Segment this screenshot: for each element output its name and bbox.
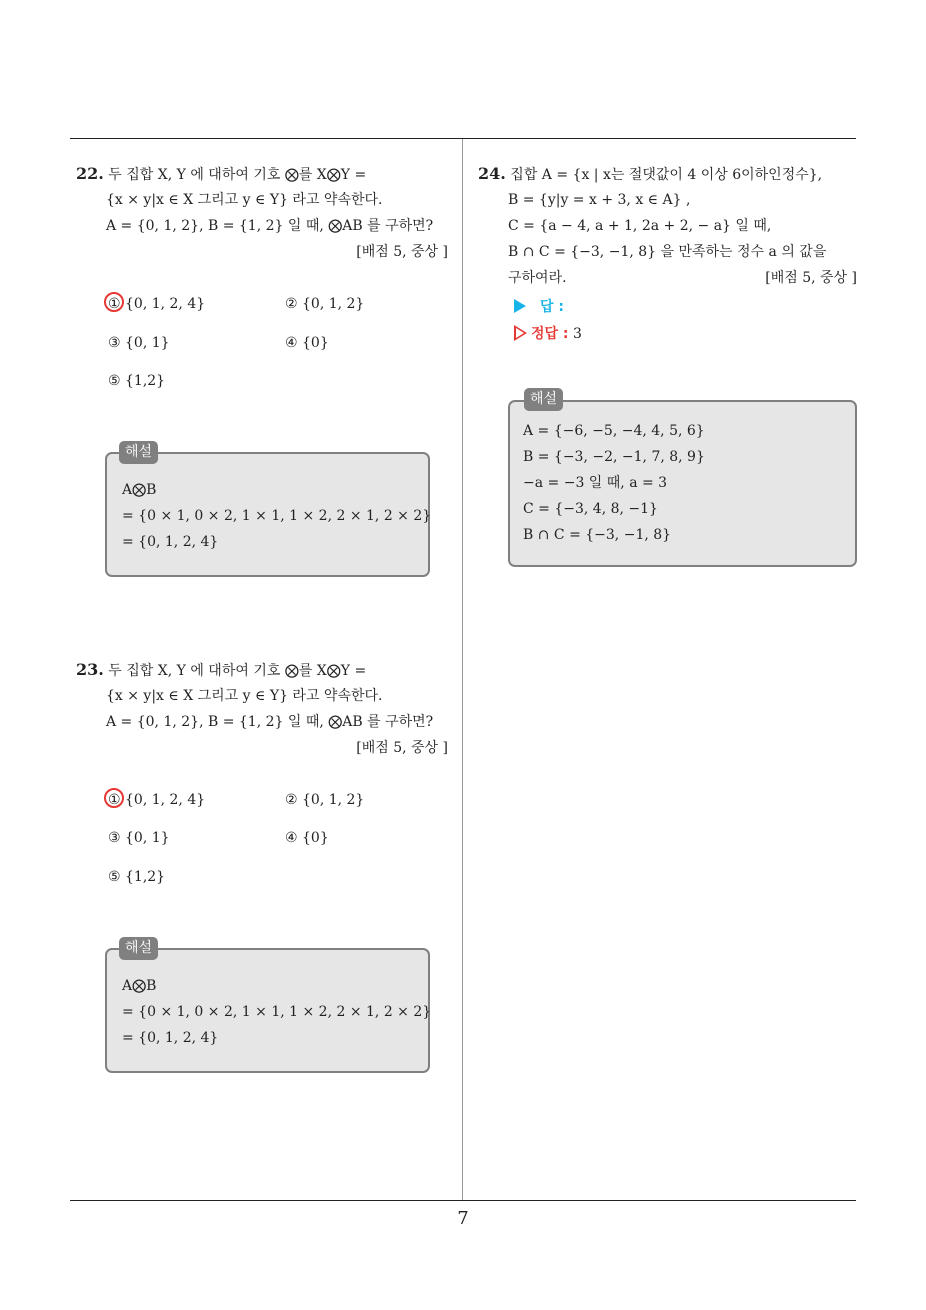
choice-3[interactable]: ③ {0, 1}	[108, 830, 170, 846]
problem-text-line: 두 집합 X, Y 에 대하여 기호 ⨂를 X⨂Y =	[108, 663, 367, 679]
solution-line: A⨂B	[122, 482, 157, 498]
problem-text-line: {x × y|x ∈ X 그리고 y ∈ Y} 라고 약속한다.	[106, 192, 383, 208]
choice-3[interactable]: ③ {0, 1}	[108, 335, 170, 351]
solution-line: = {0 × 1, 0 × 2, 1 × 1, 1 × 2, 2 × 1, 2 × 2}	[122, 508, 432, 524]
solution-line: −a = −3 일 때, a = 3	[523, 475, 668, 491]
solution-line: B = {−3, −2, −1, 7, 8, 9}	[523, 449, 705, 465]
problem-text-line: A = {0, 1, 2}, B = {1, 2} 일 때, ⨂AB 를 구하면?	[106, 218, 434, 234]
choice-5[interactable]: ⑤ {1,2}	[108, 869, 166, 885]
solution-box	[508, 400, 857, 567]
problem-text-line: 집합 A = {x | x는 절댓값이 4 이상 6이하인정수},	[510, 167, 823, 183]
score-label: [배점 5, 중상 ]	[356, 244, 448, 260]
solution-tag: 해설	[119, 441, 158, 464]
problem-text-line: C = {a − 4, a + 1, 2a + 2, − a} 일 때,	[508, 218, 772, 234]
choice-4[interactable]: ④ {0}	[285, 335, 329, 351]
solution-box	[105, 948, 430, 1073]
answer-row	[514, 297, 564, 317]
solution-line: = {0, 1, 2, 4}	[122, 534, 219, 550]
problem-number: 23.	[76, 660, 104, 679]
correct-answer-label: 정답 :	[531, 326, 569, 342]
score-label: [배점 5, 중상 ]	[356, 740, 448, 756]
choice-1[interactable]: ① {0, 1, 2, 4}	[108, 792, 206, 808]
correct-answer-value: 3	[572, 326, 582, 342]
problem-text-line: {x × y|x ∈ X 그리고 y ∈ Y} 라고 약속한다.	[106, 688, 383, 704]
answer-label: 답 :	[540, 299, 564, 315]
problem-text-line: A = {0, 1, 2}, B = {1, 2} 일 때, ⨂AB 를 구하면?	[106, 714, 434, 730]
outline-arrow-icon	[514, 325, 527, 341]
problem-text-line: B = {y|y = x + 3, x ∈ A} ,	[508, 192, 691, 208]
choice-2[interactable]: ② {0, 1, 2}	[285, 296, 365, 312]
solution-line: = {0, 1, 2, 4}	[122, 1030, 219, 1046]
solution-line: = {0 × 1, 0 × 2, 1 × 1, 1 × 2, 2 × 1, 2 × 2}	[122, 1004, 432, 1020]
column-divider	[462, 139, 463, 1200]
solution-box	[105, 452, 430, 577]
solution-tag: 해설	[119, 937, 158, 960]
choice-4[interactable]: ④ {0}	[285, 830, 329, 846]
play-arrow-icon	[514, 299, 526, 313]
solution-line: A = {−6, −5, −4, 4, 5, 6}	[523, 423, 705, 439]
problem-number: 24.	[478, 164, 506, 183]
score-label: [배점 5, 중상 ]	[765, 270, 857, 286]
header-rule	[70, 138, 856, 139]
solution-line: A⨂B	[122, 978, 157, 994]
choice-1[interactable]: ① {0, 1, 2, 4}	[108, 296, 206, 312]
problem-text-line: 구하여라.	[508, 270, 567, 286]
solution-tag: 해설	[524, 388, 563, 411]
choice-2[interactable]: ② {0, 1, 2}	[285, 792, 365, 808]
problem-text-line: B ∩ C = {−3, −1, 8} 을 만족하는 정수 a 의 값을	[508, 244, 827, 260]
correct-answer-row	[514, 324, 582, 344]
problem-number: 22.	[76, 164, 104, 183]
solution-line: B ∩ C = {−3, −1, 8}	[523, 527, 672, 543]
footer-rule	[70, 1200, 856, 1201]
choice-5[interactable]: ⑤ {1,2}	[108, 373, 166, 389]
problem-text-line: 두 집합 X, Y 에 대하여 기호 ⨂를 X⨂Y =	[108, 167, 367, 183]
page-number: 7	[457, 1208, 469, 1229]
solution-line: C = {−3, 4, 8, −1}	[523, 501, 658, 517]
